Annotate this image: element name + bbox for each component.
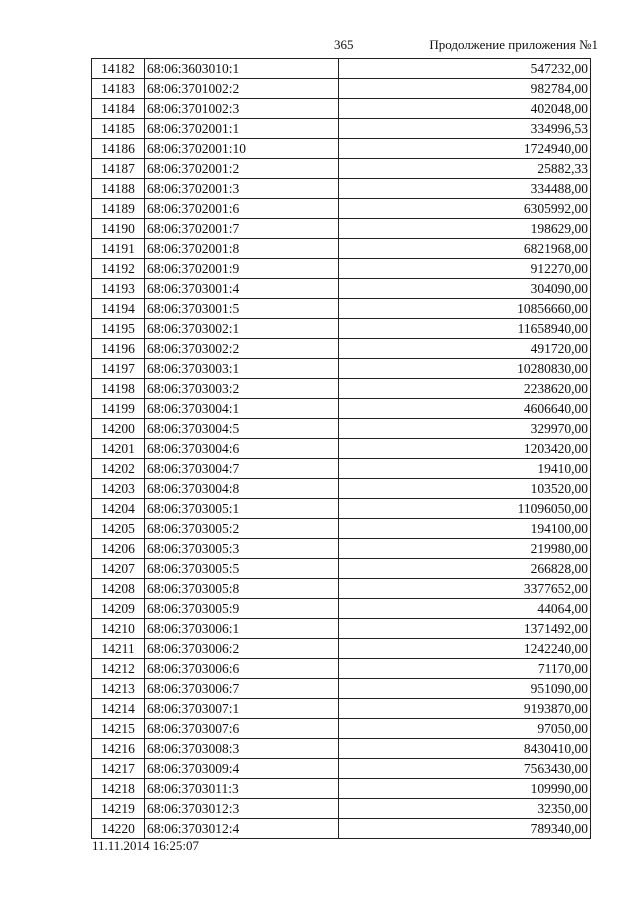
registry-table <box>91 58 591 839</box>
table-row <box>92 539 591 559</box>
table-row <box>92 559 591 579</box>
cadastral-number-cell: 68:06:3703001:4 <box>145 279 339 299</box>
value-cell: 951090,00 <box>339 679 591 699</box>
value-cell: 4606640,00 <box>339 399 591 419</box>
value-cell: 9193870,00 <box>339 699 591 719</box>
value-cell: 32350,00 <box>339 799 591 819</box>
table-row <box>92 759 591 779</box>
row-number-cell: 14194 <box>92 299 145 319</box>
table-row <box>92 279 591 299</box>
table-row <box>92 639 591 659</box>
cadastral-number-cell: 68:06:3702001:9 <box>145 259 339 279</box>
table-row <box>92 359 591 379</box>
table-row <box>92 699 591 719</box>
row-number-cell: 14203 <box>92 479 145 499</box>
row-number-cell: 14220 <box>92 819 145 839</box>
table-row <box>92 199 591 219</box>
value-cell: 789340,00 <box>339 819 591 839</box>
value-cell: 198629,00 <box>339 219 591 239</box>
row-number-cell: 14209 <box>92 599 145 619</box>
cadastral-number-cell: 68:06:3703005:8 <box>145 579 339 599</box>
cadastral-number-cell: 68:06:3703012:3 <box>145 799 339 819</box>
row-number-cell: 14213 <box>92 679 145 699</box>
table-row <box>92 439 591 459</box>
cadastral-number-cell: 68:06:3703005:5 <box>145 559 339 579</box>
row-number-cell: 14189 <box>92 199 145 219</box>
row-number-cell: 14191 <box>92 239 145 259</box>
row-number-cell: 14187 <box>92 159 145 179</box>
value-cell: 982784,00 <box>339 79 591 99</box>
cadastral-number-cell: 68:06:3703006:1 <box>145 619 339 639</box>
table-row <box>92 679 591 699</box>
value-cell: 44064,00 <box>339 599 591 619</box>
value-cell: 194100,00 <box>339 519 591 539</box>
table-row <box>92 339 591 359</box>
cadastral-number-cell: 68:06:3702001:2 <box>145 159 339 179</box>
table-row <box>92 219 591 239</box>
row-number-cell: 14214 <box>92 699 145 719</box>
cadastral-number-cell: 68:06:3703004:6 <box>145 439 339 459</box>
table-row <box>92 159 591 179</box>
table-row <box>92 599 591 619</box>
cadastral-number-cell: 68:06:3603010:1 <box>145 59 339 79</box>
cadastral-number-cell: 68:06:3702001:7 <box>145 219 339 239</box>
value-cell: 912270,00 <box>339 259 591 279</box>
cadastral-number-cell: 68:06:3703008:3 <box>145 739 339 759</box>
value-cell: 71170,00 <box>339 659 591 679</box>
cadastral-number-cell: 68:06:3702001:3 <box>145 179 339 199</box>
table-row <box>92 659 591 679</box>
value-cell: 11658940,00 <box>339 319 591 339</box>
row-number-cell: 14184 <box>92 99 145 119</box>
table-row <box>92 519 591 539</box>
row-number-cell: 14207 <box>92 559 145 579</box>
value-cell: 329970,00 <box>339 419 591 439</box>
value-cell: 491720,00 <box>339 339 591 359</box>
value-cell: 10856660,00 <box>339 299 591 319</box>
table-row <box>92 99 591 119</box>
value-cell: 109990,00 <box>339 779 591 799</box>
value-cell: 2238620,00 <box>339 379 591 399</box>
table-row <box>92 79 591 99</box>
value-cell: 1371492,00 <box>339 619 591 639</box>
table-row <box>92 139 591 159</box>
row-number-cell: 14183 <box>92 79 145 99</box>
row-number-cell: 14199 <box>92 399 145 419</box>
row-number-cell: 14200 <box>92 419 145 439</box>
row-number-cell: 14210 <box>92 619 145 639</box>
cadastral-number-cell: 68:06:3701002:3 <box>145 99 339 119</box>
table-row <box>92 119 591 139</box>
cadastral-number-cell: 68:06:3703011:3 <box>145 779 339 799</box>
row-number-cell: 14190 <box>92 219 145 239</box>
table-row <box>92 319 591 339</box>
value-cell: 6821968,00 <box>339 239 591 259</box>
cadastral-number-cell: 68:06:3703003:1 <box>145 359 339 379</box>
table-row <box>92 419 591 439</box>
value-cell: 10280830,00 <box>339 359 591 379</box>
cadastral-number-cell: 68:06:3703003:2 <box>145 379 339 399</box>
value-cell: 1724940,00 <box>339 139 591 159</box>
cadastral-number-cell: 68:06:3702001:8 <box>145 239 339 259</box>
value-cell: 103520,00 <box>339 479 591 499</box>
value-cell: 334488,00 <box>339 179 591 199</box>
table-row <box>92 799 591 819</box>
table-row <box>92 59 591 79</box>
row-number-cell: 14196 <box>92 339 145 359</box>
row-number-cell: 14185 <box>92 119 145 139</box>
table-row <box>92 619 591 639</box>
cadastral-number-cell: 68:06:3703005:3 <box>145 539 339 559</box>
cadastral-number-cell: 68:06:3703007:6 <box>145 719 339 739</box>
table-row <box>92 779 591 799</box>
value-cell: 3377652,00 <box>339 579 591 599</box>
cadastral-number-cell: 68:06:3703002:1 <box>145 319 339 339</box>
table-row <box>92 379 591 399</box>
cadastral-number-cell: 68:06:3702001:6 <box>145 199 339 219</box>
value-cell: 334996,53 <box>339 119 591 139</box>
row-number-cell: 14204 <box>92 499 145 519</box>
table-row <box>92 819 591 839</box>
table-row <box>92 239 591 259</box>
row-number-cell: 14215 <box>92 719 145 739</box>
registry-table-body <box>92 59 591 839</box>
table-row <box>92 579 591 599</box>
value-cell: 7563430,00 <box>339 759 591 779</box>
table-row <box>92 479 591 499</box>
value-cell: 97050,00 <box>339 719 591 739</box>
value-cell: 25882,33 <box>339 159 591 179</box>
page-number: 365 <box>334 37 354 52</box>
cadastral-number-cell: 68:06:3703006:2 <box>145 639 339 659</box>
value-cell: 402048,00 <box>339 99 591 119</box>
row-number-cell: 14192 <box>92 259 145 279</box>
table-row <box>92 739 591 759</box>
cadastral-number-cell: 68:06:3703005:9 <box>145 599 339 619</box>
row-number-cell: 14195 <box>92 319 145 339</box>
cadastral-number-cell: 68:06:3703001:5 <box>145 299 339 319</box>
value-cell: 6305992,00 <box>339 199 591 219</box>
cadastral-number-cell: 68:06:3703005:2 <box>145 519 339 539</box>
row-number-cell: 14216 <box>92 739 145 759</box>
row-number-cell: 14208 <box>92 579 145 599</box>
value-cell: 547232,00 <box>339 59 591 79</box>
table-row <box>92 499 591 519</box>
value-cell: 11096050,00 <box>339 499 591 519</box>
cadastral-number-cell: 68:06:3703007:1 <box>145 699 339 719</box>
cadastral-number-cell: 68:06:3703004:1 <box>145 399 339 419</box>
row-number-cell: 14206 <box>92 539 145 559</box>
cadastral-number-cell: 68:06:3702001:1 <box>145 119 339 139</box>
table-row <box>92 179 591 199</box>
row-number-cell: 14186 <box>92 139 145 159</box>
row-number-cell: 14182 <box>92 59 145 79</box>
row-number-cell: 14201 <box>92 439 145 459</box>
cadastral-number-cell: 68:06:3703004:7 <box>145 459 339 479</box>
row-number-cell: 14211 <box>92 639 145 659</box>
value-cell: 1203420,00 <box>339 439 591 459</box>
value-cell: 266828,00 <box>339 559 591 579</box>
row-number-cell: 14193 <box>92 279 145 299</box>
value-cell: 304090,00 <box>339 279 591 299</box>
value-cell: 219980,00 <box>339 539 591 559</box>
row-number-cell: 14219 <box>92 799 145 819</box>
table-row <box>92 719 591 739</box>
cadastral-number-cell: 68:06:3703006:6 <box>145 659 339 679</box>
cadastral-number-cell: 68:06:3703006:7 <box>145 679 339 699</box>
row-number-cell: 14205 <box>92 519 145 539</box>
value-cell: 8430410,00 <box>339 739 591 759</box>
row-number-cell: 14218 <box>92 779 145 799</box>
table-row <box>92 459 591 479</box>
cadastral-number-cell: 68:06:3703005:1 <box>145 499 339 519</box>
value-cell: 19410,00 <box>339 459 591 479</box>
row-number-cell: 14197 <box>92 359 145 379</box>
cadastral-number-cell: 68:06:3703004:5 <box>145 419 339 439</box>
cadastral-number-cell: 68:06:3701002:2 <box>145 79 339 99</box>
row-number-cell: 14188 <box>92 179 145 199</box>
row-number-cell: 14198 <box>92 379 145 399</box>
row-number-cell: 14202 <box>92 459 145 479</box>
table-row <box>92 399 591 419</box>
continuation-label: Продолжение приложения №1 <box>429 37 598 52</box>
row-number-cell: 14212 <box>92 659 145 679</box>
cadastral-number-cell: 68:06:3703012:4 <box>145 819 339 839</box>
cadastral-number-cell: 68:06:3703004:8 <box>145 479 339 499</box>
row-number-cell: 14217 <box>92 759 145 779</box>
table-row <box>92 259 591 279</box>
cadastral-number-cell: 68:06:3702001:10 <box>145 139 339 159</box>
cadastral-number-cell: 68:06:3703009:4 <box>145 759 339 779</box>
cadastral-number-cell: 68:06:3703002:2 <box>145 339 339 359</box>
value-cell: 1242240,00 <box>339 639 591 659</box>
footer-timestamp: 11.11.2014 16:25:07 <box>92 838 200 853</box>
table-row <box>92 299 591 319</box>
